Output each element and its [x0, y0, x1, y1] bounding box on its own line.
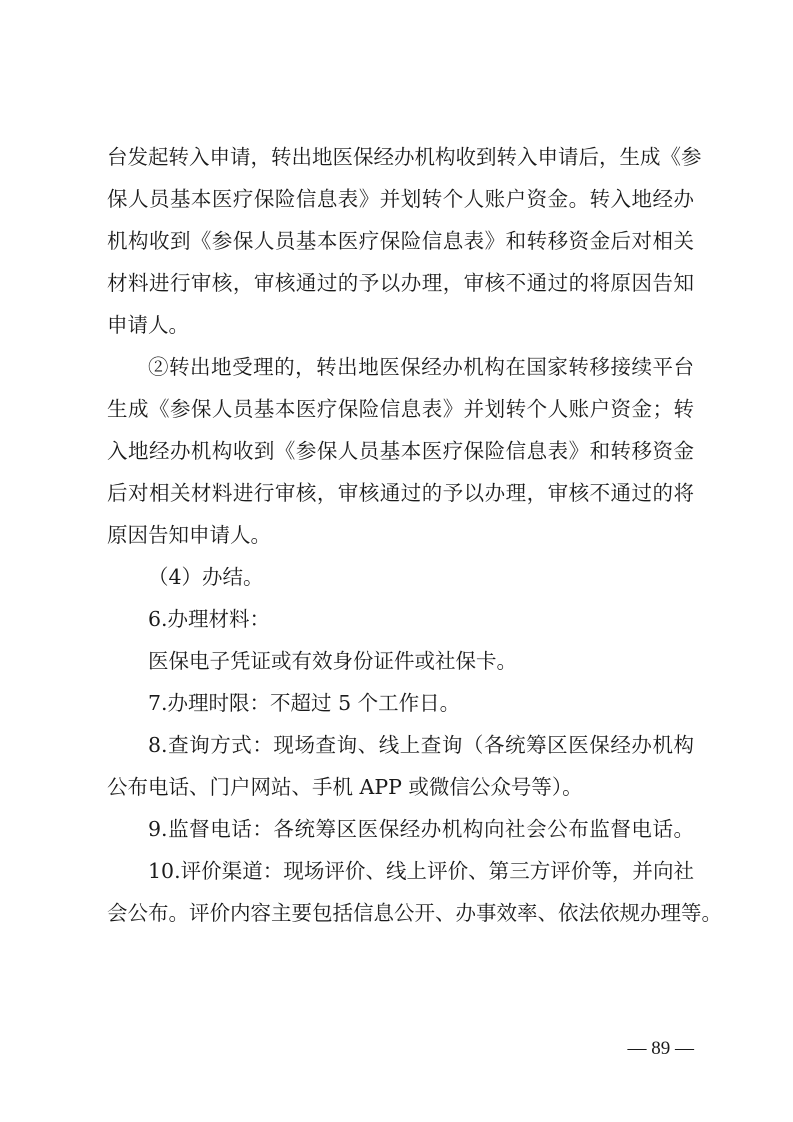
text-line: 生成《参保人员基本医疗保险信息表》并划转个人账户资金；转 — [107, 397, 694, 421]
text-line: 公布电话、门户网站、手机 APP 或微信公众号等）。 — [107, 775, 583, 799]
text-line: 9.监督电话：各统筹区医保经办机构向社会公布监督电话。 — [148, 817, 694, 841]
page-number: — 89 — — [627, 1038, 694, 1059]
text-line: 会公布。评价内容主要包括信息公开、办事效率、依法依规办理等。 — [107, 901, 722, 925]
text-line: 7.办理时限：不超过 5 个工作日。 — [148, 691, 461, 715]
text-line: ②转出地受理的，转出地医保经办机构在国家转移接续平台 — [148, 355, 694, 379]
text-line: 后对相关材料进行审核，审核通过的予以办理，审核不通过的将 — [107, 481, 694, 505]
text-line: 入地经办机构收到《参保人员基本医疗保险信息表》和转移资金 — [107, 439, 694, 463]
text-line: 机构收到《参保人员基本医疗保险信息表》和转移资金后对相关 — [107, 229, 694, 253]
text-line: 原因告知申请人。 — [107, 523, 271, 547]
text-line: 申请人。 — [107, 313, 189, 337]
text-line: 医保电子凭证或有效身份证件或社保卡。 — [148, 649, 517, 673]
text-line: 材料进行审核，审核通过的予以办理，审核不通过的将原因告知 — [107, 271, 694, 295]
section-heading: 6.办理材料： — [148, 607, 271, 631]
text-line: 10.评价渠道：现场评价、线上评价、第三方评价等，并向社 — [148, 859, 694, 883]
text-line: 台发起转入申请，转出地医保经办机构收到转入申请后，生成《参 — [107, 145, 702, 169]
text-line: 保人员基本医疗保险信息表》并划转个人账户资金。转入地经办 — [107, 187, 694, 211]
text-line: （4）办结。 — [148, 565, 264, 589]
text-line: 8.查询方式：现场查询、线上查询（各统筹区医保经办机构 — [148, 733, 694, 757]
